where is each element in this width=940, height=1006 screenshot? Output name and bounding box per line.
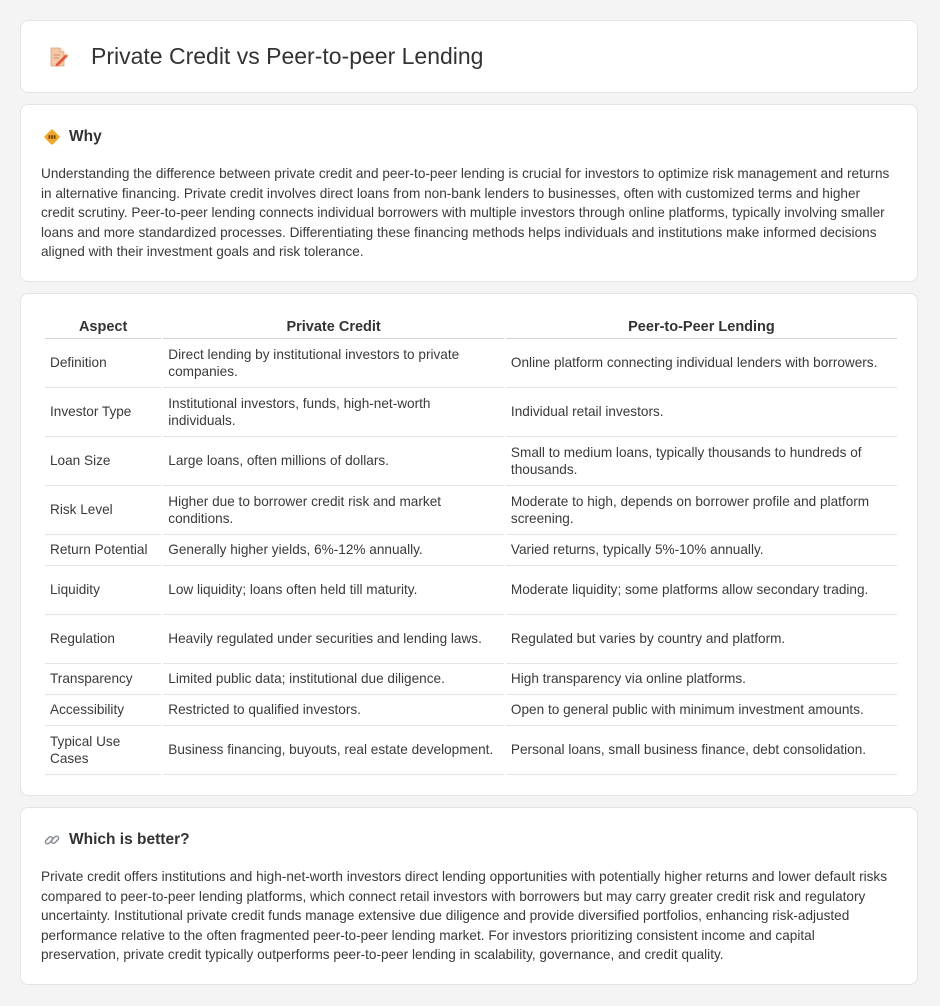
table-header-row <box>45 316 897 339</box>
cell-private-credit: Institutional investors, funds, high-net-worth individuals. <box>163 388 504 437</box>
title-row <box>21 21 917 92</box>
comparison-card <box>20 293 918 796</box>
comparison-table <box>43 316 899 775</box>
cell-private-credit: Direct lending by institutional investors to private companies. <box>163 339 504 388</box>
title-card <box>20 20 918 93</box>
cell-private-credit: Heavily regulated under securities and lending laws. <box>163 615 504 664</box>
cell-private-credit: Large loans, often millions of dollars. <box>163 437 504 486</box>
cell-peer-to-peer: Varied returns, typically 5%-10% annually. <box>506 535 897 566</box>
table-row <box>45 695 897 726</box>
better-paragraph: Private credit offers institutions and high-net-worth investors direct lending opportunities with potentially higher returns and lower default risks compared to peer-to-peer lending platforms, which connect retail investors with borrowers but may carry greater credit risk and regulatory uncertainty. Institutional private credit funds manage extensive due diligence and provide diversified portfolios, enhancing risk-adjusted performance relative to the often fragmented peer-to-peer lending market. For investors prioritizing consistent income and capital preservation, private credit typically outperforms peer-to-peer lending in scalability, governance, and credit quality. <box>41 869 888 962</box>
cell-peer-to-peer: High transparency via online platforms. <box>506 664 897 695</box>
cell-aspect: Investor Type <box>45 388 161 437</box>
table-row <box>45 339 897 388</box>
cell-peer-to-peer: Individual retail investors. <box>506 388 897 437</box>
cell-aspect: Return Potential <box>45 535 161 566</box>
cell-peer-to-peer: Small to medium loans, typically thousands to hundreds of thousands. <box>506 437 897 486</box>
cell-peer-to-peer: Personal loans, small business finance, debt consolidation. <box>506 726 897 775</box>
link-icon <box>43 831 61 849</box>
diamond-sign-icon <box>43 128 61 146</box>
table-row <box>45 388 897 437</box>
page-title: Private Credit vs Peer-to-peer Lending <box>91 43 484 69</box>
cell-private-credit: Low liquidity; loans often held till maturity. <box>163 566 504 615</box>
cell-aspect: Regulation <box>45 615 161 664</box>
why-heading: Why <box>69 128 102 145</box>
cell-aspect: Loan Size <box>45 437 161 486</box>
better-heading-row <box>43 830 917 850</box>
table-row <box>45 566 897 615</box>
cell-private-credit: Business financing, buyouts, real estate development. <box>163 726 504 775</box>
why-card <box>20 104 918 282</box>
table-row <box>45 664 897 695</box>
cell-private-credit: Restricted to qualified investors. <box>163 695 504 726</box>
header-peer-to-peer: Peer-to-Peer Lending <box>506 316 897 339</box>
cell-aspect: Liquidity <box>45 566 161 615</box>
cell-private-credit: Limited public data; institutional due diligence. <box>163 664 504 695</box>
cell-peer-to-peer: Online platform connecting individual lenders with borrowers. <box>506 339 897 388</box>
document-pencil-icon <box>47 46 69 68</box>
cell-private-credit: Generally higher yields, 6%-12% annually. <box>163 535 504 566</box>
which-better-card <box>20 807 918 985</box>
header-private-credit: Private Credit <box>163 316 504 339</box>
table-row <box>45 726 897 775</box>
cell-aspect: Risk Level <box>45 486 161 535</box>
cell-private-credit: Higher due to borrower credit risk and market conditions. <box>163 486 504 535</box>
cell-aspect: Accessibility <box>45 695 161 726</box>
table-row <box>45 486 897 535</box>
cell-peer-to-peer: Moderate liquidity; some platforms allow secondary trading. <box>506 566 897 615</box>
cell-aspect: Definition <box>45 339 161 388</box>
why-paragraph: Understanding the difference between private credit and peer-to-peer lending is crucial for investors to optimize risk management and returns in alternative financing. Private credit involves direct loans from non-bank lenders to businesses, often with customized terms and higher credit scrutiny. Peer-to-peer lending connects individual borrowers with multiple investors through online platforms, typically involving smaller loans and more standardized processes. Differentiating these financing methods helps individuals and institutions make informed decisions aligned with their investment goals and risk tolerance. <box>41 166 890 259</box>
header-aspect: Aspect <box>45 316 161 339</box>
cell-peer-to-peer: Moderate to high, depends on borrower profile and platform screening. <box>506 486 897 535</box>
why-heading-row <box>43 127 917 147</box>
cell-aspect: Transparency <box>45 664 161 695</box>
table-row <box>45 437 897 486</box>
better-heading: Which is better? <box>69 831 190 848</box>
cell-peer-to-peer: Regulated but varies by country and platform. <box>506 615 897 664</box>
cell-peer-to-peer: Open to general public with minimum investment amounts. <box>506 695 897 726</box>
table-row <box>45 535 897 566</box>
cell-aspect: Typical Use Cases <box>45 726 161 775</box>
table-row <box>45 615 897 664</box>
